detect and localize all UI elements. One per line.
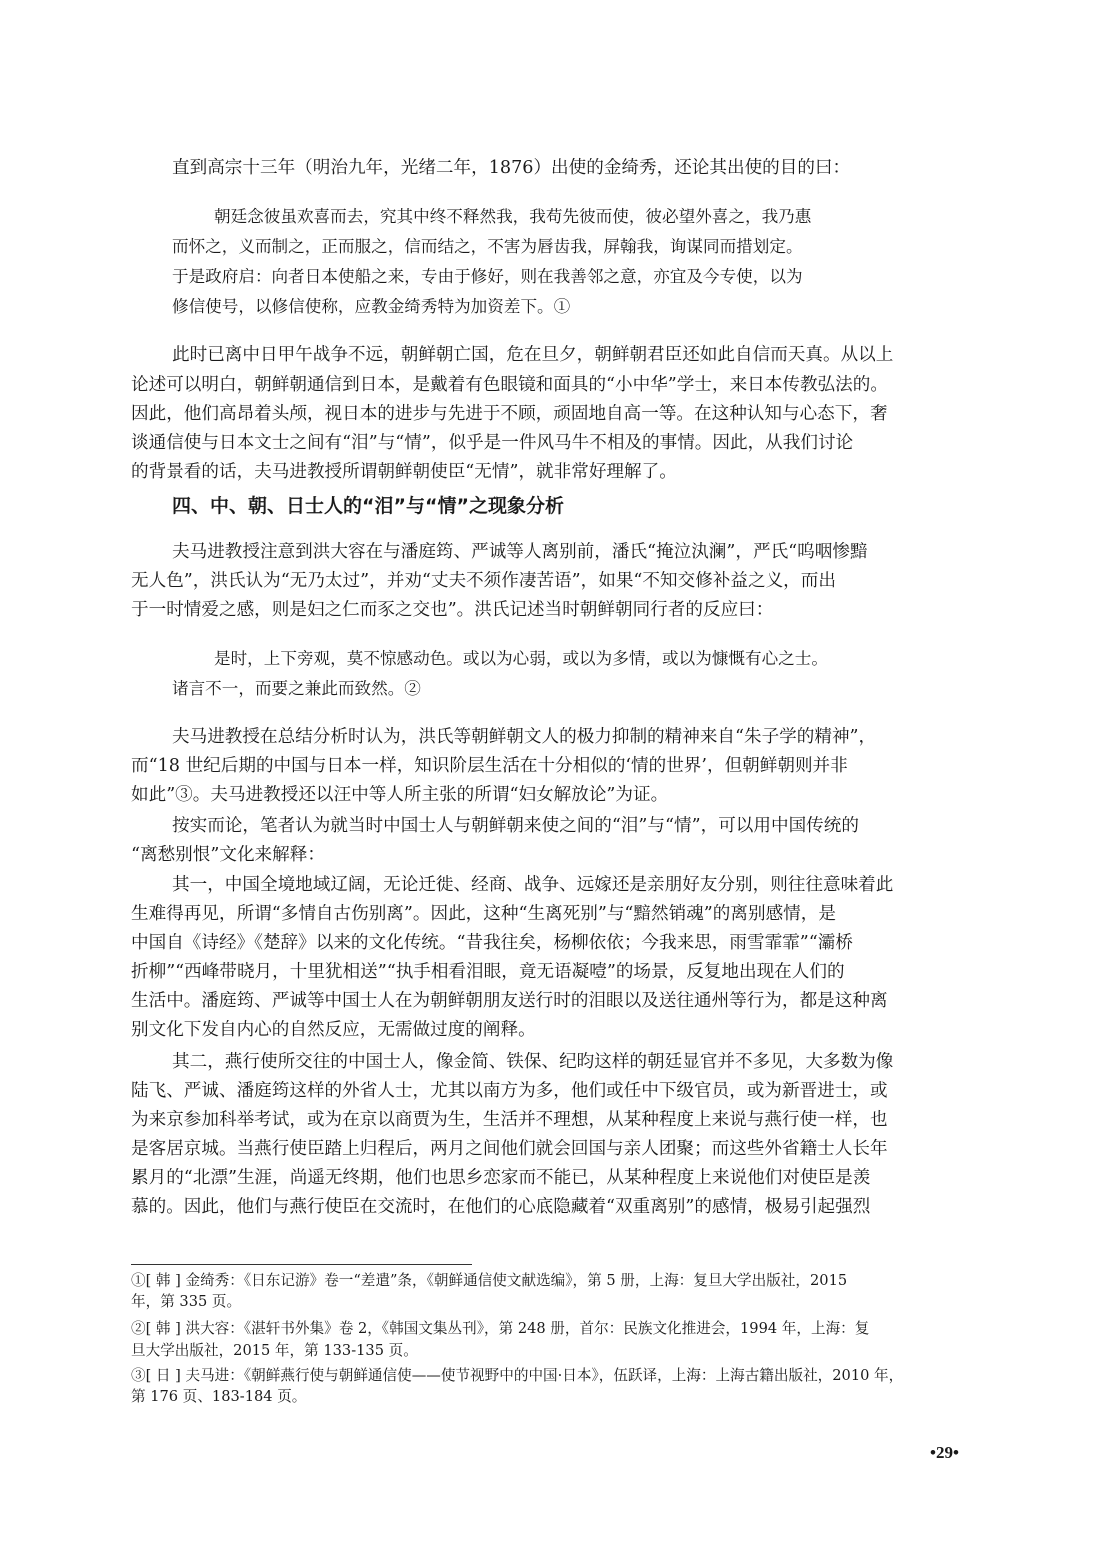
body-line: 论述可以明白，朝鲜朝通信到日本，是戴着有色眼镜和面具的“小中华”学士，来日本传教弘法的。 (131, 375, 888, 395)
body-line: 无人色”，洪氏认为“无乃太过”，并劝“丈夫不须作凄苦语”，如果“不知交修补益之义，而出 (131, 571, 836, 591)
footnote-line: 旦大学出版社，2015 年，第 133-135 页。 (131, 1342, 418, 1359)
block-quote-line: 修信使号，以修信使称，应教金绮秀特为加资差下。① (172, 297, 571, 316)
body-line: 中国自《诗经》《楚辞》以来的文化传统。“昔我往矣，杨柳依依；今我来思，雨雪霏霏”“灞桥 (131, 933, 853, 953)
body-line: 为来京参加科举考试，或为在京以商贾为生，生活并不理想，从某种程度上来说与燕行使一样，也 (131, 1110, 888, 1130)
body-line: 直到高宗十三年（明治九年，光绪二年，1876）出使的金绮秀，还论其出使的目的曰： (172, 158, 851, 178)
body-line: 因此，他们高昂着头颅，视日本的进步与先进于不顾，顽固地自高一等。在这种认知与心态下，奢 (131, 404, 888, 424)
body-line: 于一时情爱之感，则是妇之仁而豕之交也”。洪氏记述当时朝鲜朝同行者的反应曰： (131, 600, 774, 620)
body-line: 夫马进教授注意到洪大容在与潘庭筠、严诚等人离别前，潘氏“掩泣汍澜”，严氏“呜咽惨黯 (172, 542, 868, 562)
block-quote-line: 朝廷念彼虽欢喜而去，究其中终不释然我，我苟先彼而使，彼必望外喜之，我乃惠 (214, 207, 812, 226)
footnote-line: ②[ 韩 ] 洪大容：《湛轩书外集》卷 2，《韩国文集丛刊》，第 248 册，首尔：民族文化推进会，1994 年，上海：复 (131, 1320, 870, 1337)
block-quote-line: 诸言不一，而要之兼此而致然。② (172, 679, 421, 698)
footnote-rule (131, 1264, 472, 1265)
body-line: 谈通信使与日本文士之间有“泪”与“情”，似乎是一件风马牛不相及的事情。因此，从我们讨论 (131, 433, 854, 453)
footnote-line: ③[ 日 ] 夫马进：《朝鲜燕行使与朝鲜通信使——使节视野中的中国·日本》，伍跃译，上海：上海古籍出版社，2010 年， (131, 1367, 904, 1384)
footnote-line: 年，第 335 页。 (131, 1293, 242, 1310)
block-quote-line: 于是政府启：向者日本使船之来，专由于修好，则在我善邻之意，亦宜及今专使，以为 (172, 267, 803, 286)
body-line: 而“18 世纪后期的中国与日本一样，知识阶层生活在十分相似的‘情的世界’，但朝鲜朝则并非 (131, 756, 848, 776)
body-line: 是客居京城。当燕行使臣踏上归程后，两月之间他们就会回国与亲人团聚；而这些外省籍士人长年 (131, 1139, 888, 1159)
footnote-line: 第 176 页、183-184 页。 (131, 1388, 307, 1405)
body-line: 的背景看的话，夫马进教授所谓朝鲜朝使臣“无情”，就非常好理解了。 (131, 462, 677, 482)
body-line: 生活中。潘庭筠、严诚等中国士人在为朝鲜朝朋友送行时的泪眼以及送往通州等行为，都是这种离 (131, 991, 888, 1011)
body-line: 生难得再见，所谓“多情自古伤别离”。因此，这种“生离死别”与“黯然销魂”的离别感情，是 (131, 904, 836, 924)
body-line: 累月的“北漂”生涯，尚遥无终期，他们也思乡恋家而不能已，从某种程度上来说他们对使臣是羡 (131, 1168, 871, 1188)
footnote-line: ①[ 韩 ] 金绮秀：《日东记游》卷一“差遣”条，《朝鲜通信使文献选编》，第 5 册，上海：复旦大学出版社，2015 (131, 1272, 848, 1289)
section-heading: 四、中、朝、日士人的“泪”与“情”之现象分析 (172, 495, 564, 517)
body-line: 此时已离中日甲午战争不远，朝鲜朝亡国，危在旦夕，朝鲜朝君臣还如此自信而天真。从以上 (172, 345, 894, 365)
body-line: 慕的。因此，他们与燕行使臣在交流时，在他们的心底隐藏着“双重离别”的感情，极易引起强烈 (131, 1197, 871, 1217)
body-line: 其一，中国全境地域辽阔，无论迁徙、经商、战争、远嫁还是亲朋好友分别，则往往意味着此 (172, 875, 894, 895)
body-line: 其二，燕行使所交往的中国士人，像金简、铁保、纪昀这样的朝廷显官并不多见，大多数为像 (172, 1052, 894, 1072)
block-quote-line: 是时，上下旁观，莫不惊感动色。或以为心弱，或以为多情，或以为慷慨有心之士。 (214, 649, 828, 668)
block-quote-line: 而怀之，义而制之，正而服之，信而结之，不害为唇齿我，屏翰我，询谋同而措划定。 (172, 237, 803, 256)
body-line: 夫马进教授在总结分析时认为，洪氏等朝鲜朝文人的极力抑制的精神来自“朱子学的精神”， (172, 727, 877, 747)
body-line: “离愁别恨”文化来解释： (131, 845, 325, 865)
body-line: 别文化下发自内心的自然反应，无需做过度的阐释。 (131, 1020, 536, 1040)
body-line: 按实而论，笔者认为就当时中国士人与朝鲜朝来使之间的“泪”与“情”，可以用中国传统的 (172, 816, 859, 836)
page-number: •29• (930, 1443, 959, 1462)
body-line: 如此”③。夫马进教授还以汪中等人所主张的所谓“妇女解放论”为证。 (131, 785, 669, 805)
body-line: 折柳”“西峰带晓月，十里犹相送”“执手相看泪眼，竟无语凝噎”的场景，反复地出现在人们的 (131, 962, 845, 982)
body-line: 陆飞、严诚、潘庭筠这样的外省人士，尤其以南方为多，他们或任中下级官员，或为新晋进士，或 (131, 1081, 888, 1101)
